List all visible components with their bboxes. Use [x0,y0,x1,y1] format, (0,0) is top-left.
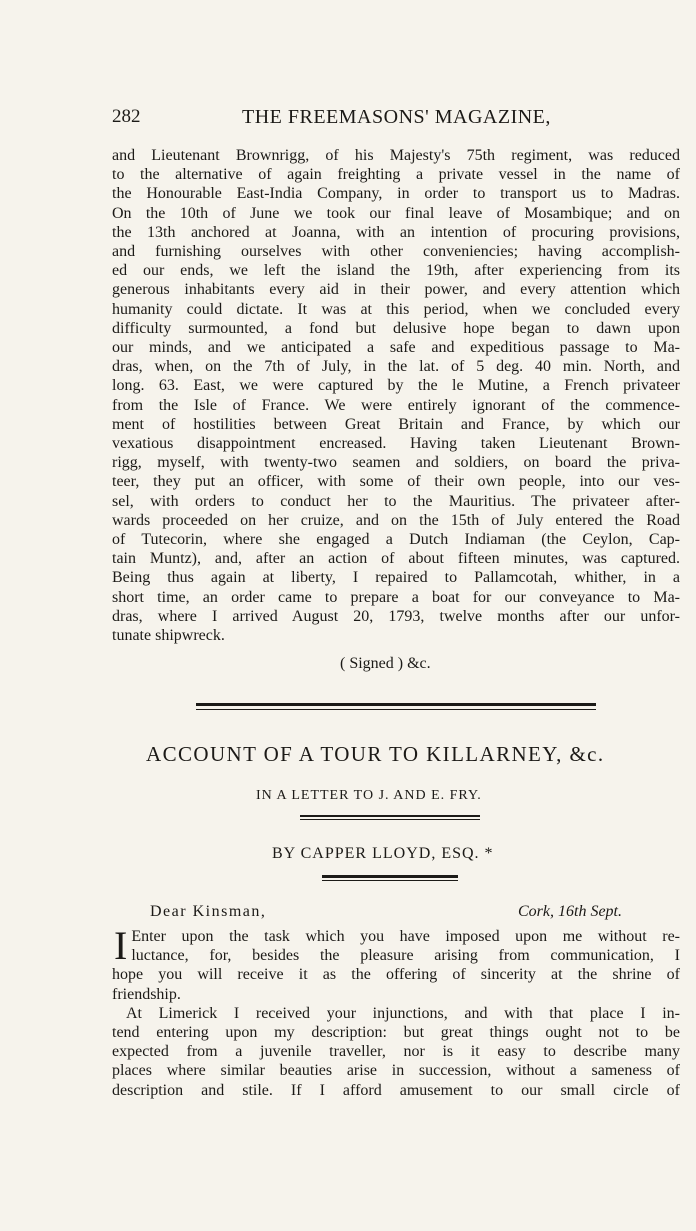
text-line: tend entering upon my description: but great things ought not to be [112,1024,680,1042]
article-byline: BY CAPPER LLOYD, ESQ. * [272,845,494,862]
text-line: luctance, for, besides the pleasure arising from communication, I [131,947,680,965]
text-line: friendship. [112,985,181,1003]
letter-body [112,923,680,1100]
text-line: teer, they put an officer, with some of their own people, into our ves- [112,473,680,491]
text-line: tunate shipwreck. [112,627,225,645]
ornamental-rule [300,819,480,820]
text-line: the 13th anchored at Joanna, with an intention of procuring provisions, [112,223,680,241]
text-line: On the 10th of June we took our final leave of Mosambique; and on [112,204,680,222]
text-line: description and stile. If I afford amusement to our small circle of [112,1081,680,1099]
signature-line: ( Signed ) &c. [340,655,431,672]
text-line: dras, where I arrived August 20, 1793, twelve months after our unfor- [112,607,680,625]
text-line: and furnishing ourselves with other conveniencies; having accomplish- [112,243,680,261]
letter-dateline: Cork, 16th Sept. [518,903,622,920]
text-line: from the Isle of France. We were entirely ignorant of the commence- [112,396,680,414]
text-line: expected from a juvenile traveller, nor is it easy to describe many [112,1043,680,1061]
text-line: to the alternative of again freighting a private vessel in the name of [112,166,680,184]
text-line: Being thus again at liberty, I repaired to Pallamcotah, whither, in a [112,569,680,587]
text-line: hope you will receive it as the offering of sincerity at the shrine of [112,966,680,984]
text-line: places where similar beauties arise in succession, without a sameness of [112,1062,680,1080]
narrative-paragraph [112,146,680,645]
text-line: short time, an order came to prepare a boat for our conveyance to Ma- [112,588,680,606]
letter-salutation: Dear Kinsman, [150,903,267,920]
article-subtitle: IN A LETTER TO J. AND E. FRY. [256,788,482,803]
text-line: long. 63. East, we were captured by the le Mutine, a French privateer [112,377,680,395]
text-line: wards proceeded on her cruize, and on the 15th of July entered the Road [112,511,680,529]
ornamental-rule [322,875,458,878]
text-line: difficulty surmounted, a fond but delusive hope began to dawn upon [112,319,680,337]
text-line: At Limerick I received your injunctions, and with that place I in- [126,1004,680,1022]
section-divider [196,703,596,706]
section-divider [196,709,596,710]
text-line: ment of hostilities between Great Britain and France, by which our [112,415,680,433]
text-line: our minds, and we anticipated a safe and expeditious passage to Ma- [112,339,680,357]
text-line: vexatious disappointment encreased. Having taken Lieutenant Brown- [112,435,680,453]
text-line: of Tutecorin, where she engaged a Dutch Indiaman (the Ceylon, Cap- [112,531,680,549]
magazine-title: THE FREEMASONS' MAGAZINE, [242,106,551,128]
running-head [112,106,672,136]
text-line: ed our ends, we left the island the 19th, after experiencing from its [112,262,680,280]
drop-cap: I [114,923,128,968]
text-line: humanity could dictate. It was at this period, when we concluded every [112,300,680,318]
text-line: Enter upon the task which you have imposed upon me without re- [131,928,680,945]
text-line: generous inhabitants every aid in their power, and every attention which [112,281,680,299]
text-line: the Honourable East-India Company, in order to transport us to Madras. [112,185,680,203]
text-line: dras, when, on the 7th of July, in the lat. of 5 deg. 40 min. North, and [112,358,680,376]
text-line: sel, with orders to conduct her to the Mauritius. The privateer after- [112,492,680,510]
text-line: and Lieutenant Brownrigg, of his Majesty's 75th regiment, was reduced [112,147,680,164]
text-line: rigg, myself, with twenty-two seamen and soldiers, on board the priva- [112,454,680,472]
ornamental-rule [300,815,480,817]
page-number: 282 [112,106,141,127]
article-title: ACCOUNT OF A TOUR TO KILLARNEY, &c. [146,742,605,766]
text-line: tain Muntz), and, after an action of about fifteen minutes, was captured. [112,550,680,568]
ornamental-rule [322,880,458,881]
